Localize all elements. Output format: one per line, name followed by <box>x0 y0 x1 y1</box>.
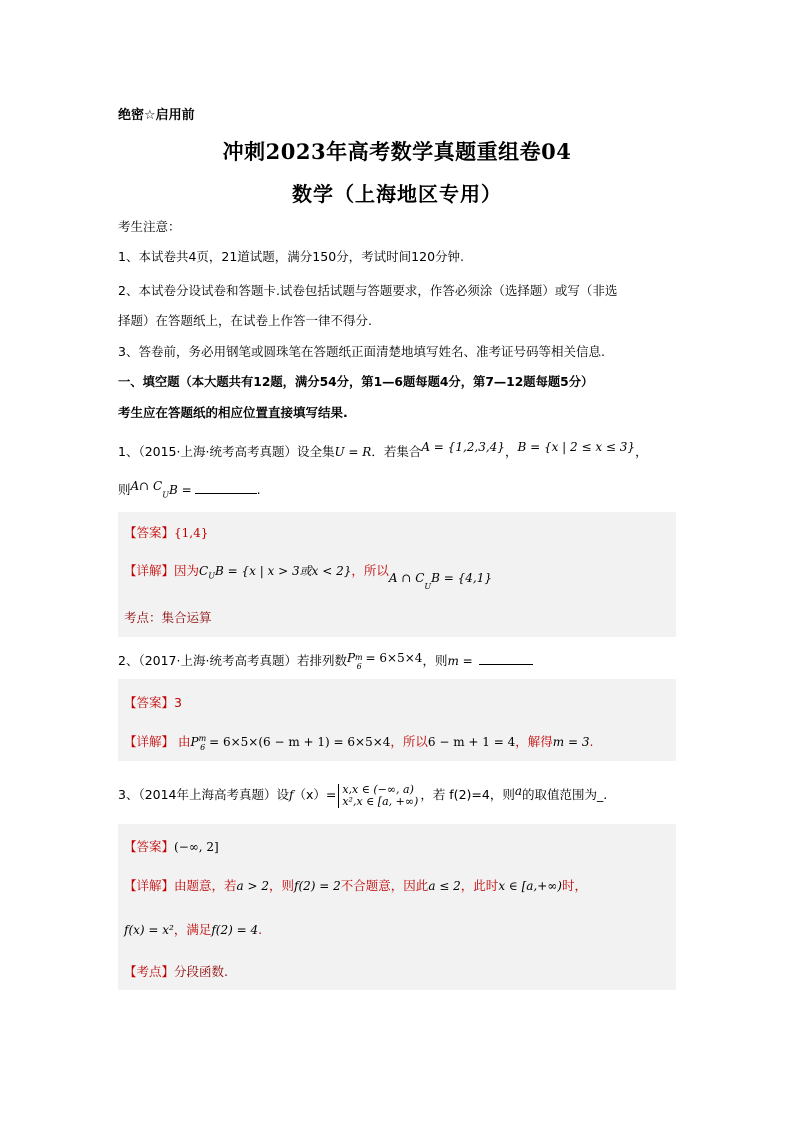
q1-mid: ．若集合 <box>371 444 422 459</box>
q1-detail-math1: C <box>199 564 209 578</box>
q1-universal-set: U = R <box>334 445 372 459</box>
q3-detail-math3: a ≤ 2 <box>428 879 461 893</box>
q2-detail-d: . <box>589 734 594 749</box>
q2-detail-c: ，解得 <box>515 734 553 749</box>
q3-var: a <box>514 784 522 798</box>
q2-solution-box <box>118 679 676 761</box>
q1-set-b: B = {x | 2 ≤ x ≤ 3} <box>517 440 636 454</box>
q1-answer-row <box>124 523 208 541</box>
q2-var: m = <box>447 654 473 669</box>
q3-answer-label: 【答案】 <box>124 839 175 854</box>
q2-detail-math1b: = 6×5×(6 − m + 1) = 6×5×4 <box>205 735 391 749</box>
q1-detail-row <box>124 561 493 591</box>
q3-detail-math1: a > 2 <box>236 879 270 893</box>
q1-prefix: 1、（2015·上海·统考高考真题）设全集 <box>118 444 335 459</box>
q3-detail2-math2: f(2) = 4 <box>211 923 259 937</box>
q3-detail2-math1: f(x) = x² <box>124 923 174 937</box>
q1-detail-a: 因为 <box>174 563 200 578</box>
q1-kaodian: 考点：集合运算 <box>124 610 212 625</box>
q3-piecewise <box>338 784 418 808</box>
q2-prefix: 2、（2017·上海·统考高考真题）若排列数 <box>118 653 347 669</box>
question-2-stem <box>118 649 678 676</box>
q1-comma: ， <box>504 444 518 459</box>
q2-detail-math1: P <box>190 735 199 749</box>
confidential-label: 绝密☆启用前 <box>118 108 195 123</box>
q1-detail-b: ，所以 <box>351 563 389 578</box>
q3-kaodian-row <box>124 962 228 980</box>
q2-detail-row <box>124 732 593 752</box>
q1-expr-sub: U <box>162 490 169 500</box>
q1-detail-math1b: B = {x | x > 3或x < 2} <box>214 564 352 578</box>
q3-detail-a: 由题意，若 <box>174 878 237 893</box>
section-heading: 一、填空题（本大题共有12题，满分54分，第1—6题每题4分，第7—12题每题5分） <box>118 375 594 389</box>
q1-then: 则 <box>118 482 131 497</box>
q1-answer-blank[interactable] <box>195 482 257 494</box>
q3-detail-row-1 <box>124 876 587 894</box>
q1-answer-value: {1,4} <box>174 526 209 540</box>
q3-detail-label: 【详解】 <box>124 878 175 893</box>
q2-answer-value: 3 <box>174 695 182 710</box>
question-1-expression <box>118 481 678 505</box>
q3-detail-c: 不合题意，因此 <box>340 878 429 893</box>
q1-expr: A∩ C <box>130 479 163 493</box>
q3-detail-row-2 <box>124 920 262 938</box>
notice-heading: 考生注意： <box>118 219 181 234</box>
q2-answer-row <box>124 693 182 711</box>
q2-expr-sub: 6 <box>356 661 362 671</box>
q3-detail2-a: ，满足 <box>173 922 212 937</box>
q2-expr-sup: m <box>355 653 363 662</box>
q3-answer-row <box>124 837 219 855</box>
q2-detail-a: 由 <box>174 734 191 749</box>
q3-answer-value: (−∞, 2] <box>174 840 219 854</box>
notice-item-1: 1、本试卷共4页，21道试题，满分150分，考试时间120分钟. <box>118 249 465 264</box>
q2-answer-blank[interactable] <box>479 653 533 665</box>
q3-mid: ，若 f(2)=4，则 <box>420 787 515 802</box>
exam-title: 冲刺2023年高考数学真题重组卷04 <box>222 139 572 164</box>
q3-kaodian: 分段函数. <box>174 964 228 979</box>
q2-expr-end: = 6×5×4 <box>361 651 423 666</box>
q3-detail2-b: . <box>258 922 263 937</box>
q1-answer-label: 【答案】 <box>124 525 175 540</box>
q2-detail-sub1: 6 <box>200 742 206 752</box>
q2-answer-label: 【答案】 <box>124 695 175 710</box>
q2-detail-sup1: m <box>198 733 207 743</box>
notice-item-3: 3、答卷前，务必用钢笔或圆珠笔在答题纸正面清楚地填写姓名、准考证号码等相关信息. <box>118 344 605 359</box>
q3-end: 的取值范围为_. <box>521 787 608 802</box>
q1-period: . <box>256 482 261 497</box>
q2-detail-math3: m = 3 <box>552 735 590 749</box>
q1-detail-label: 【详解】 <box>124 563 175 578</box>
notice-item-2b: 择题）在答题纸上，在试卷上作答一律不得分. <box>118 313 372 328</box>
q3-detail-math4: x ∈ [a,+∞) <box>498 879 562 893</box>
q1-detail-math2: A ∩ C <box>388 571 425 585</box>
q3-detail-e: 时， <box>561 878 587 893</box>
q3-prefix: 3、（2014年上海高考真题）设 <box>118 787 290 802</box>
q1-detail-sub1: U <box>208 571 215 581</box>
q1-end: ， <box>635 444 648 459</box>
q3-detail-math2: f(2) = 2 <box>294 879 341 893</box>
q3-kaodian-label: 【考点】 <box>124 964 175 979</box>
q3-solution-box <box>118 824 676 990</box>
q3-case-2: x²,x ∈ [a, +∞) <box>342 794 419 808</box>
q1-detail-sub2: U <box>424 581 432 591</box>
notice-item-2a: 2、本试卷分设试卷和答题卡.试卷包括试题与答题要求，作答必须涂（选择题）或写（非选 <box>118 283 618 298</box>
q1-set-a: A = {1,2,3,4} <box>421 440 505 454</box>
q2-detail-math2: 6 − m + 1 = 4 <box>427 735 516 749</box>
q1-detail-math2b: B = {4,1} <box>431 571 493 585</box>
q3-case-1: x,x ∈ (−∞, a) <box>342 782 414 796</box>
section-instruction: 考生应在答题纸的相应位置直接填写结果. <box>118 405 348 420</box>
q2-detail-b: ，所以 <box>390 734 428 749</box>
q2-mid: ，则 <box>422 653 448 669</box>
q3-fx: f <box>289 788 294 802</box>
q1-expr-end: B = <box>168 483 192 497</box>
q3-detail-b: ，则 <box>269 878 295 893</box>
q1-solution-box <box>118 512 676 637</box>
exam-subtitle: 数学（上海地区专用） <box>292 182 502 206</box>
q2-expr: P <box>346 651 356 666</box>
q2-detail-label: 【详解】 <box>124 734 175 749</box>
question-3-stem <box>118 781 678 809</box>
question-1-stem <box>118 440 678 461</box>
q3-fx-paren: （x）= <box>293 787 337 802</box>
q3-detail-d: ，此时 <box>460 878 499 893</box>
